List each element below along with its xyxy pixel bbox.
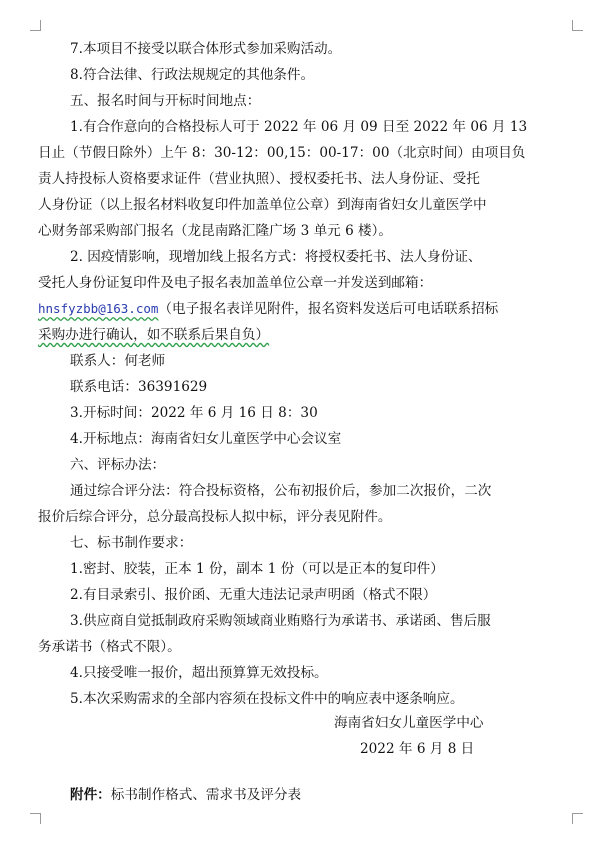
attachment-label: 附件： — [70, 787, 111, 803]
section-7-heading: 七、标书制作要求： — [70, 535, 193, 551]
section-6-heading: 六、评标办法： — [70, 457, 166, 473]
corner-mark-bottom-right — [572, 813, 583, 824]
requirement-3-line-2: 务承诺书（格式不限）。 — [38, 639, 181, 655]
para-registration-line-3: 责人持投标人资格要求证件（营业执照）、授权委托书、法人身份证、受托 — [38, 171, 480, 187]
email-link[interactable]: hnsfyzbb@163.com — [38, 301, 159, 316]
para-registration-line-1: 1.有合作意向的合格投标人可于 2022 年 06 月 09 日至 2022 年 06 月 13 — [70, 119, 528, 135]
para-online-line-2: 受托人身份证复印件及电子报名表加盖单位公章一并发送到邮箱： — [38, 275, 433, 291]
opening-location: 4.开标地点：海南省妇女儿童医学中心会议室 — [70, 431, 342, 447]
requirement-4: 4.只接受唯一报价，超出预算算无效投标。 — [70, 665, 328, 681]
requirement-1: 1.密封、胶装，正本 1 份，副本 1 份（可以是正本的复印件） — [70, 561, 444, 577]
signature-date: 2022 年 6 月 8 日 — [360, 741, 475, 757]
para-registration-line-4: 人身份证（以上报名材料收复印件加盖单位公章）到海南省妇女儿童医学中 — [38, 197, 487, 213]
item-7: 7.本项目不接受以联合体形式参加采购活动。 — [70, 41, 342, 57]
corner-mark-top-right — [572, 20, 583, 31]
evaluation-line-1: 通过综合评分法：符合投标资格，公布初报价后，参加二次报价，二次 — [70, 483, 492, 499]
para-registration-line-5: 心财务部采购部门报名（龙昆南路汇隆广场 3 单元 6 楼）。 — [38, 223, 393, 239]
attachment-text: 标书制作格式、需求书及评分表 — [110, 787, 302, 803]
section-5-heading: 五、报名时间与开标时间地点： — [70, 93, 261, 109]
contact-person: 联系人：何老师 — [70, 353, 166, 369]
para-online-line-4 — [38, 322, 269, 348]
para-registration-line-2: 日止（节假日除外）上午 8：30-12：00,15：00-17：00（北京时间）由项目负 — [38, 145, 526, 161]
email-line-rest: （电子报名表详见附件，报名资料发送后可电话联系招标 — [158, 301, 499, 317]
para-online-line-1: 2. 因疫情影响，现增加线上报名方式：将授权委托书、法人身份证、 — [70, 249, 482, 265]
signature-org: 海南省妇女儿童医学中心 — [334, 715, 484, 731]
contact-phone: 联系电话：36391629 — [70, 379, 208, 395]
para-online-line-3 — [38, 296, 498, 322]
corner-mark-bottom-left — [30, 813, 41, 824]
corner-mark-top-left — [30, 20, 41, 31]
para-online-line-4-text: 采购办进行确认，如不联系后果自负） — [38, 327, 270, 343]
item-8: 8.符合法律、行政法规规定的其他条件。 — [70, 67, 315, 83]
requirement-2: 2.有目录索引、报价函、无重大违法记录声明函（格式不限） — [70, 587, 437, 603]
evaluation-line-2: 报价后综合评分，总分最高投标人拟中标，评分表见附件。 — [38, 509, 392, 525]
attachment-line — [70, 782, 301, 808]
opening-time: 3.开标时间：2022 年 6 月 16 日 8：30 — [70, 405, 318, 421]
requirement-3-line-1: 3.供应商自觉抵制政府采购领域商业贿赂行为承诺书、承诺函、售后服 — [70, 613, 491, 629]
requirement-5: 5.本次采购需求的全部内容须在投标文件中的响应表中逐条响应。 — [70, 691, 464, 707]
